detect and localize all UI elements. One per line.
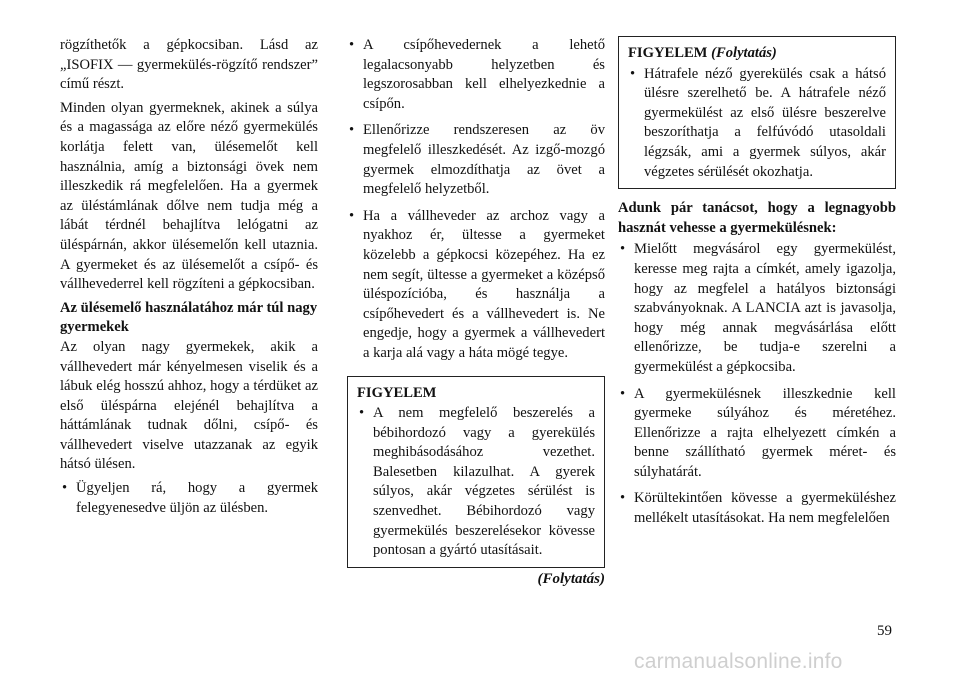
column-left xyxy=(60,36,318,525)
list-item: • A csípőhevedernek a lehető legalacsonyabb helyzetben és legszorosabban kell elhelyezkednie a csípőn. xyxy=(347,36,605,114)
continued-label: (Folytatás) xyxy=(537,570,605,587)
warning-box xyxy=(618,36,896,189)
watermark-text: carmanualsonline.info xyxy=(634,650,843,673)
warning-list xyxy=(628,65,886,183)
column-middle xyxy=(347,36,605,589)
list-item: • Ügyeljen rá, hogy a gyermek felegyenesedve üljön az ülésben. xyxy=(60,479,318,518)
warning-title-continued: (Folytatás) xyxy=(711,45,777,61)
warning-list xyxy=(357,404,595,561)
bullet-list xyxy=(618,240,896,528)
bullet-list xyxy=(347,36,605,364)
section-lead: Adunk pár tanácsot, hogy a legnagyobb hasznát vehesse a gyermekülésnek: xyxy=(618,200,896,236)
warning-box xyxy=(347,376,605,568)
paragraph: rögzíthetők a gépkocsiban. Lásd az „ISOFIX — gyermekülés-rögzítő rendszer” című részt. xyxy=(60,37,318,93)
bullet-list xyxy=(60,479,318,518)
section-heading: Az ülésemelő használatához már túl nagy gyermekek xyxy=(60,299,318,336)
column-right xyxy=(618,36,896,536)
list-item: • Mielőtt megvásárol egy gyermekülést, keresse meg rajta a címkét, amely igazolja, hogy az megfelel a hatályos biztonsági szabványoknak. A LANCIA azt is javasolja, hogy még annak megvásárlása előtt ellenőrizze, be tudja-e szerelni a gyermekülést a gépkocsiba. xyxy=(618,240,896,377)
warning-title xyxy=(628,44,886,64)
page-number: 59 xyxy=(877,623,892,639)
list-item: • Ellenőrizze rendszeresen az öv megfelelő illeszkedését. Az izgő-mozgó gyermek elmozdíthatja az övet a megfelelő helyzetből. xyxy=(347,121,605,199)
warning-title-text: FIGYELEM xyxy=(628,45,708,61)
paragraph: Minden olyan gyermeknek, akinek a súlya és a magassága az előre néző gyermekülés korlátja felett van, ülésemelőt kell használnia, amíg a biztonsági övek nem illeszkedik rá megfelelően. Ha a gyermek az üléstámlának dőlve nem tudja még a lábát térdnél behajlítva lelógatni az üléspárnán, akkor ülésemelőn kell utaznia. A gyermeket és az ülésemelőt a csípő- és vállhevederrel kell rögzíteni a gépkocsiban. xyxy=(60,99,318,293)
list-item: • Körültekintően kövesse a gyermeküléshez mellékelt utasításokat. Ha nem megfelelően xyxy=(618,489,896,528)
paragraph: Az olyan nagy gyermekek, akik a vállhevedert már kényelmesen viselik és a lábuk elég hosszú ahhoz, hogy a térdüket az első üléspárna elejénél behajlítva a háttámlának tudnak dőlni, csípő- és vállhevedert viselve utazzanak az egyik hátsó ülésen. xyxy=(60,338,318,473)
list-item: • A gyermekülésnek illeszkednie kell gyermeke súlyához és méretéhez. Ellenőrizze a rajta elhelyezett címkén a benne szállítható gyermek méret- és súlyhatárát. xyxy=(618,385,896,483)
warning-item: • A nem megfelelő beszerelés a bébihordozó vagy a gyerekülés meghibásodásához vezethet. Balesetben kilazulhat. A gyerek súlyos, akár végzetes sérülést is szenvedhet. Bébihordozó vagy gyermekülés beszerelésekor kövesse pontosan a gyártó utasításait. xyxy=(357,404,595,561)
warning-title: FIGYELEM xyxy=(357,384,437,401)
list-item: • Ha a vállheveder az archoz vagy a nyakhoz ér, ültesse a gyermeket közelebb a gépkocsi közepéhez. Ha ez nem segít, ültesse a gyermeket a középső üléspozícióba, és használja a csípőhevedert és a vállhevedert is. Ne engedje, hogy a gyermek a vállhevedert a karja alá vagy a háta mögé tegye. xyxy=(347,207,605,364)
warning-item: • Hátrafele néző gyerekülés csak a hátsó ülésre szerelhető be. A hátrafele néző gyermekülést az első ülésre beszerelve beszoríthatja a felfúvódó utasoldali légzsák, ami a gyermek súlyos, akár végzetes sérülését okozhatja. xyxy=(628,65,886,183)
